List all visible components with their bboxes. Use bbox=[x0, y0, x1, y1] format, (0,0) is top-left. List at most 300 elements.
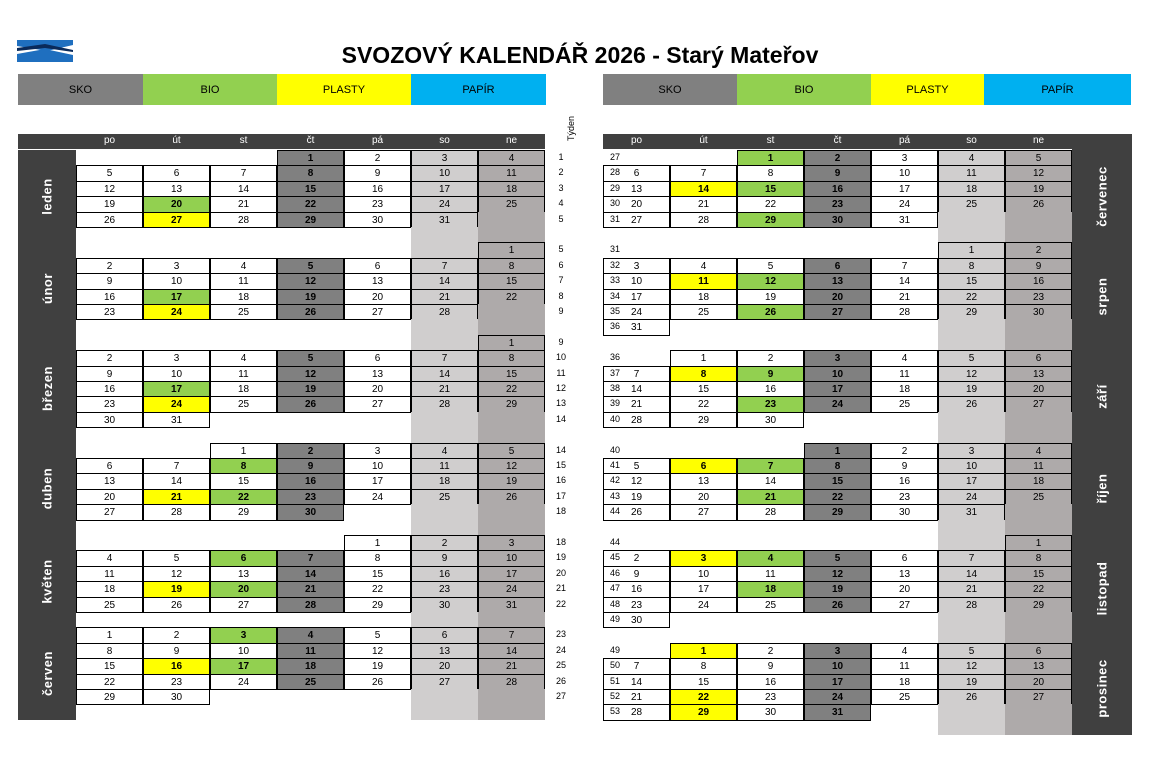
day-cell: 7 bbox=[277, 550, 344, 566]
week-number: 27 bbox=[609, 152, 620, 162]
day-cell: 3 bbox=[603, 258, 670, 274]
empty-cell bbox=[1005, 612, 1072, 627]
day-cell: 4 bbox=[938, 150, 1005, 166]
day-cell: 16 bbox=[871, 473, 938, 489]
week-number: 51 bbox=[609, 675, 620, 686]
day-cell: 9 bbox=[804, 165, 871, 181]
day-cell: 9 bbox=[344, 165, 411, 181]
month-label-9 bbox=[1072, 443, 1132, 535]
week-number: 18 bbox=[555, 537, 566, 547]
day-cell: 24 bbox=[804, 689, 871, 705]
day-cell: 29 bbox=[478, 396, 545, 412]
day-cell: 15 bbox=[670, 674, 737, 690]
day-cell: 23 bbox=[411, 581, 478, 597]
week-number: 4 bbox=[558, 198, 564, 209]
day-cell: 9 bbox=[871, 458, 938, 474]
day-cell: 2 bbox=[76, 258, 143, 274]
day-cell: 19 bbox=[804, 581, 871, 597]
empty-cell bbox=[1005, 720, 1072, 735]
day-cell: 25 bbox=[871, 689, 938, 705]
day-cell: 25 bbox=[411, 489, 478, 505]
empty-cell bbox=[938, 427, 1005, 442]
day-cell: 15 bbox=[670, 381, 737, 397]
day-cell: 22 bbox=[344, 581, 411, 597]
day-cell: 1 bbox=[804, 443, 871, 459]
week-number: 9 bbox=[558, 336, 564, 347]
day-cell: 1 bbox=[210, 443, 277, 459]
week-number: 50 bbox=[609, 660, 620, 671]
day-cell: 26 bbox=[938, 689, 1005, 705]
day-cell: 22 bbox=[670, 689, 737, 705]
day-cell: 11 bbox=[210, 366, 277, 382]
day-cell: 27 bbox=[1005, 396, 1072, 412]
week-number: 46 bbox=[609, 567, 620, 578]
day-cell: 31 bbox=[478, 597, 545, 613]
week-number: 53 bbox=[609, 706, 620, 717]
day-cell: 22 bbox=[210, 489, 277, 505]
week-number: 23 bbox=[555, 629, 566, 640]
day-cell: 17 bbox=[804, 381, 871, 397]
day-cell: 11 bbox=[938, 165, 1005, 181]
month-label-4 bbox=[18, 535, 76, 627]
day-cell: 8 bbox=[737, 165, 804, 181]
empty-cell bbox=[478, 304, 545, 319]
day-cell: 14 bbox=[603, 381, 670, 397]
day-cell: 24 bbox=[210, 674, 277, 690]
month-label-2 bbox=[18, 335, 76, 443]
weekday-ne-right: ne bbox=[1032, 135, 1045, 146]
empty-cell bbox=[938, 720, 1005, 735]
day-cell: 19 bbox=[344, 658, 411, 674]
day-cell: 23 bbox=[737, 689, 804, 705]
day-cell: 10 bbox=[938, 458, 1005, 474]
day-cell: 30 bbox=[76, 412, 143, 428]
day-cell: 18 bbox=[871, 674, 938, 690]
day-cell: 10 bbox=[478, 550, 545, 566]
month-name: srpen bbox=[1094, 277, 1110, 316]
day-cell: 20 bbox=[344, 289, 411, 305]
day-cell: 19 bbox=[938, 381, 1005, 397]
month-label-5 bbox=[18, 627, 76, 719]
day-cell: 15 bbox=[76, 658, 143, 674]
day-cell: 28 bbox=[210, 212, 277, 228]
day-cell: 23 bbox=[277, 489, 344, 505]
day-cell: 7 bbox=[210, 165, 277, 181]
day-cell: 21 bbox=[411, 381, 478, 397]
empty-cell bbox=[478, 520, 545, 535]
day-cell: 9 bbox=[76, 366, 143, 382]
day-cell: 20 bbox=[1005, 674, 1072, 690]
day-cell: 11 bbox=[210, 273, 277, 289]
weekday-út-right: út bbox=[699, 135, 708, 146]
day-cell: 8 bbox=[277, 165, 344, 181]
day-cell: 14 bbox=[411, 366, 478, 382]
day-cell: 5 bbox=[478, 443, 545, 459]
day-cell: 4 bbox=[411, 443, 478, 459]
day-cell: 18 bbox=[478, 181, 545, 197]
week-number: 12 bbox=[555, 383, 566, 393]
week-number: 16 bbox=[555, 475, 566, 486]
day-cell: 30 bbox=[411, 597, 478, 613]
month-name: duben bbox=[39, 468, 55, 510]
day-cell: 17 bbox=[804, 674, 871, 690]
empty-cell bbox=[938, 520, 1005, 535]
day-cell: 23 bbox=[76, 304, 143, 320]
day-cell: 30 bbox=[344, 212, 411, 228]
day-cell: 6 bbox=[143, 165, 210, 181]
empty-cell bbox=[411, 242, 478, 257]
week-number: 25 bbox=[555, 660, 566, 671]
empty-cell bbox=[1005, 520, 1072, 535]
day-cell: 22 bbox=[1005, 581, 1072, 597]
right-strip-header bbox=[1072, 134, 1132, 150]
day-cell: 7 bbox=[737, 458, 804, 474]
day-cell: 7 bbox=[938, 550, 1005, 566]
day-cell: 17 bbox=[210, 658, 277, 674]
day-cell: 5 bbox=[143, 550, 210, 566]
week-number: 36 bbox=[609, 321, 620, 332]
weekday-so-left: so bbox=[439, 135, 450, 146]
day-cell: 11 bbox=[76, 566, 143, 582]
month-label-6 bbox=[1072, 150, 1132, 242]
day-cell: 3 bbox=[143, 350, 210, 366]
day-cell: 18 bbox=[210, 381, 277, 397]
day-cell: 14 bbox=[938, 566, 1005, 582]
day-cell: 16 bbox=[603, 581, 670, 597]
day-cell: 2 bbox=[603, 550, 670, 566]
week-number: 39 bbox=[609, 398, 620, 409]
empty-cell bbox=[411, 427, 478, 442]
day-cell: 14 bbox=[277, 566, 344, 582]
week-number: 20 bbox=[555, 567, 566, 578]
week-number: 14 bbox=[555, 413, 566, 424]
day-cell: 2 bbox=[1005, 242, 1072, 258]
legend-sko-left: SKO bbox=[18, 74, 143, 105]
day-cell: 29 bbox=[76, 689, 143, 705]
day-cell: 22 bbox=[76, 674, 143, 690]
day-cell: 1 bbox=[344, 535, 411, 551]
day-cell: 20 bbox=[210, 581, 277, 597]
day-cell: 3 bbox=[478, 535, 545, 551]
empty-cell bbox=[1005, 212, 1072, 227]
legend-papir-right: PAPÍR bbox=[984, 74, 1131, 105]
week-number: 26 bbox=[555, 675, 566, 686]
month-name: únor bbox=[39, 273, 55, 305]
month-name: červenec bbox=[1094, 165, 1110, 227]
day-cell: 3 bbox=[344, 443, 411, 459]
day-cell: 18 bbox=[210, 289, 277, 305]
day-cell: 7 bbox=[143, 458, 210, 474]
empty-cell bbox=[478, 212, 545, 227]
day-cell: 24 bbox=[344, 489, 411, 505]
empty-cell bbox=[938, 412, 1005, 427]
day-cell: 25 bbox=[670, 304, 737, 320]
week-number: 29 bbox=[609, 182, 620, 193]
day-cell: 1 bbox=[277, 150, 344, 166]
week-number: 35 bbox=[609, 306, 620, 316]
day-cell: 29 bbox=[344, 597, 411, 613]
empty-cell bbox=[478, 504, 545, 519]
day-cell: 21 bbox=[210, 196, 277, 212]
day-cell: 22 bbox=[277, 196, 344, 212]
day-cell: 15 bbox=[210, 473, 277, 489]
day-cell: 20 bbox=[143, 196, 210, 212]
day-cell: 25 bbox=[210, 304, 277, 320]
day-cell: 2 bbox=[76, 350, 143, 366]
empty-cell bbox=[478, 689, 545, 704]
day-cell: 20 bbox=[603, 196, 670, 212]
day-cell: 26 bbox=[938, 396, 1005, 412]
day-cell: 27 bbox=[603, 212, 670, 228]
day-cell: 15 bbox=[277, 181, 344, 197]
day-cell: 19 bbox=[1005, 181, 1072, 197]
day-cell: 24 bbox=[478, 581, 545, 597]
day-cell: 6 bbox=[344, 258, 411, 274]
empty-cell bbox=[411, 520, 478, 535]
day-cell: 14 bbox=[603, 674, 670, 690]
day-cell: 5 bbox=[277, 350, 344, 366]
day-cell: 13 bbox=[344, 273, 411, 289]
day-cell: 24 bbox=[603, 304, 670, 320]
day-cell: 25 bbox=[1005, 489, 1072, 505]
day-cell: 30 bbox=[737, 704, 804, 720]
day-cell: 13 bbox=[344, 366, 411, 382]
day-cell: 15 bbox=[1005, 566, 1072, 582]
day-cell: 14 bbox=[871, 273, 938, 289]
day-cell: 25 bbox=[737, 597, 804, 613]
week-number: 48 bbox=[609, 598, 620, 609]
day-cell: 7 bbox=[478, 627, 545, 643]
month-label-11 bbox=[1072, 643, 1132, 735]
day-cell: 7 bbox=[670, 165, 737, 181]
weekday-st-left: st bbox=[239, 135, 248, 146]
empty-cell bbox=[938, 704, 1005, 719]
day-cell: 6 bbox=[210, 550, 277, 566]
day-cell: 29 bbox=[938, 304, 1005, 320]
day-cell: 11 bbox=[871, 658, 938, 674]
weekday-so-right: so bbox=[966, 135, 977, 146]
week-number: 30 bbox=[609, 198, 620, 209]
weekday-čt-right: čt bbox=[833, 135, 842, 146]
day-cell: 28 bbox=[871, 304, 938, 320]
day-cell: 1 bbox=[478, 335, 545, 351]
legend-plasty-right: PLASTY bbox=[871, 74, 984, 105]
day-cell: 26 bbox=[143, 597, 210, 613]
day-cell: 15 bbox=[804, 473, 871, 489]
day-cell: 18 bbox=[871, 381, 938, 397]
day-cell: 5 bbox=[1005, 150, 1072, 166]
day-cell: 10 bbox=[804, 658, 871, 674]
day-cell: 9 bbox=[143, 643, 210, 659]
day-cell: 3 bbox=[804, 350, 871, 366]
day-cell: 29 bbox=[277, 212, 344, 228]
day-cell: 27 bbox=[871, 597, 938, 613]
day-cell: 8 bbox=[76, 643, 143, 659]
week-number: 24 bbox=[555, 644, 566, 655]
day-cell: 5 bbox=[804, 550, 871, 566]
empty-cell bbox=[411, 704, 478, 719]
week-number: 5 bbox=[558, 244, 564, 255]
day-cell: 4 bbox=[478, 150, 545, 166]
day-cell: 30 bbox=[737, 412, 804, 428]
day-cell: 3 bbox=[804, 643, 871, 659]
day-cell: 14 bbox=[737, 473, 804, 489]
day-cell: 20 bbox=[76, 489, 143, 505]
day-cell: 20 bbox=[411, 658, 478, 674]
month-name: květen bbox=[39, 559, 55, 604]
day-cell: 31 bbox=[938, 504, 1005, 520]
empty-cell bbox=[411, 612, 478, 627]
week-number: 44 bbox=[609, 537, 620, 547]
week-number: 33 bbox=[609, 275, 620, 286]
day-cell: 10 bbox=[804, 366, 871, 382]
day-cell: 7 bbox=[871, 258, 938, 274]
weekday-pá-right: pá bbox=[898, 135, 911, 146]
day-cell: 29 bbox=[210, 504, 277, 520]
day-cell: 8 bbox=[938, 258, 1005, 274]
week-number: 2 bbox=[558, 167, 564, 178]
day-cell: 11 bbox=[670, 273, 737, 289]
day-cell: 2 bbox=[871, 443, 938, 459]
week-number: 22 bbox=[555, 598, 566, 609]
day-cell: 16 bbox=[804, 181, 871, 197]
day-cell: 30 bbox=[804, 212, 871, 228]
week-number: 13 bbox=[555, 398, 566, 409]
day-cell: 5 bbox=[277, 258, 344, 274]
day-cell: 22 bbox=[938, 289, 1005, 305]
day-cell: 29 bbox=[670, 704, 737, 720]
day-cell: 8 bbox=[670, 366, 737, 382]
week-number: 37 bbox=[609, 367, 620, 378]
day-cell: 4 bbox=[277, 627, 344, 643]
day-cell: 25 bbox=[871, 396, 938, 412]
day-cell: 4 bbox=[871, 643, 938, 659]
day-cell: 26 bbox=[804, 597, 871, 613]
week-number: 18 bbox=[555, 506, 566, 517]
day-cell: 17 bbox=[670, 581, 737, 597]
month-name: říjen bbox=[1094, 473, 1110, 504]
day-cell: 9 bbox=[76, 273, 143, 289]
day-cell: 13 bbox=[76, 473, 143, 489]
day-cell: 8 bbox=[478, 350, 545, 366]
day-cell: 29 bbox=[804, 504, 871, 520]
day-cell: 6 bbox=[670, 458, 737, 474]
day-cell: 15 bbox=[737, 181, 804, 197]
day-cell: 12 bbox=[344, 643, 411, 659]
week-number: 28 bbox=[609, 167, 620, 178]
month-name: leden bbox=[39, 177, 55, 215]
day-cell: 20 bbox=[804, 289, 871, 305]
day-cell: 5 bbox=[344, 627, 411, 643]
day-cell: 28 bbox=[737, 504, 804, 520]
day-cell: 21 bbox=[871, 289, 938, 305]
day-cell: 1 bbox=[478, 242, 545, 258]
day-cell: 6 bbox=[804, 258, 871, 274]
day-cell: 16 bbox=[1005, 273, 1072, 289]
day-cell: 23 bbox=[737, 396, 804, 412]
day-cell: 12 bbox=[938, 366, 1005, 382]
day-cell: 19 bbox=[76, 196, 143, 212]
week-number: 10 bbox=[555, 352, 566, 363]
empty-cell bbox=[938, 535, 1005, 550]
empty-cell bbox=[938, 335, 1005, 350]
week-number: 40 bbox=[609, 444, 620, 455]
day-cell: 11 bbox=[1005, 458, 1072, 474]
day-cell: 31 bbox=[804, 704, 871, 720]
week-number: 5 bbox=[558, 213, 564, 224]
day-cell: 23 bbox=[603, 597, 670, 613]
day-cell: 21 bbox=[478, 658, 545, 674]
day-cell: 25 bbox=[76, 597, 143, 613]
day-cell: 28 bbox=[938, 597, 1005, 613]
week-number: 42 bbox=[609, 475, 620, 486]
day-cell: 30 bbox=[1005, 304, 1072, 320]
day-cell: 26 bbox=[76, 212, 143, 228]
day-cell: 5 bbox=[603, 458, 670, 474]
day-cell: 19 bbox=[478, 473, 545, 489]
empty-cell bbox=[938, 612, 1005, 627]
month-label-7 bbox=[1072, 242, 1132, 350]
day-cell: 3 bbox=[670, 550, 737, 566]
day-cell: 13 bbox=[1005, 658, 1072, 674]
day-cell: 10 bbox=[143, 273, 210, 289]
day-cell: 17 bbox=[603, 289, 670, 305]
month-name: červen bbox=[39, 651, 55, 697]
day-cell: 12 bbox=[478, 458, 545, 474]
day-cell: 21 bbox=[603, 396, 670, 412]
day-cell: 24 bbox=[938, 489, 1005, 505]
day-cell: 21 bbox=[411, 289, 478, 305]
week-column-label: Týden bbox=[566, 115, 576, 141]
day-cell: 30 bbox=[277, 504, 344, 520]
day-cell: 15 bbox=[478, 366, 545, 382]
month-label-8 bbox=[1072, 350, 1132, 442]
day-cell: 28 bbox=[670, 212, 737, 228]
day-cell: 5 bbox=[938, 643, 1005, 659]
weekday-ne-left: ne bbox=[505, 135, 518, 146]
day-cell: 31 bbox=[871, 212, 938, 228]
day-cell: 29 bbox=[670, 412, 737, 428]
day-cell: 13 bbox=[603, 181, 670, 197]
day-cell: 29 bbox=[737, 212, 804, 228]
page-title: SVOZOVÝ KALENDÁŘ 2026 - Starý Mateřov bbox=[341, 42, 819, 68]
day-cell: 24 bbox=[670, 597, 737, 613]
empty-cell bbox=[938, 212, 1005, 227]
day-cell: 17 bbox=[143, 289, 210, 305]
day-cell: 28 bbox=[603, 704, 670, 720]
day-cell: 6 bbox=[411, 627, 478, 643]
day-cell: 27 bbox=[804, 304, 871, 320]
day-cell: 10 bbox=[603, 273, 670, 289]
day-cell: 12 bbox=[737, 273, 804, 289]
day-cell: 30 bbox=[143, 689, 210, 705]
day-cell: 23 bbox=[344, 196, 411, 212]
day-cell: 16 bbox=[76, 381, 143, 397]
day-cell: 25 bbox=[210, 396, 277, 412]
day-cell: 25 bbox=[277, 674, 344, 690]
day-cell: 15 bbox=[478, 273, 545, 289]
day-cell: 28 bbox=[277, 597, 344, 613]
day-cell: 10 bbox=[871, 165, 938, 181]
day-cell: 14 bbox=[670, 181, 737, 197]
day-cell: 9 bbox=[277, 458, 344, 474]
empty-cell bbox=[411, 504, 478, 519]
legend-bio-left: BIO bbox=[143, 74, 277, 105]
legend-sko-right: SKO bbox=[603, 74, 737, 105]
empty-cell bbox=[411, 227, 478, 242]
day-cell: 4 bbox=[737, 550, 804, 566]
week-number: 43 bbox=[609, 490, 620, 501]
